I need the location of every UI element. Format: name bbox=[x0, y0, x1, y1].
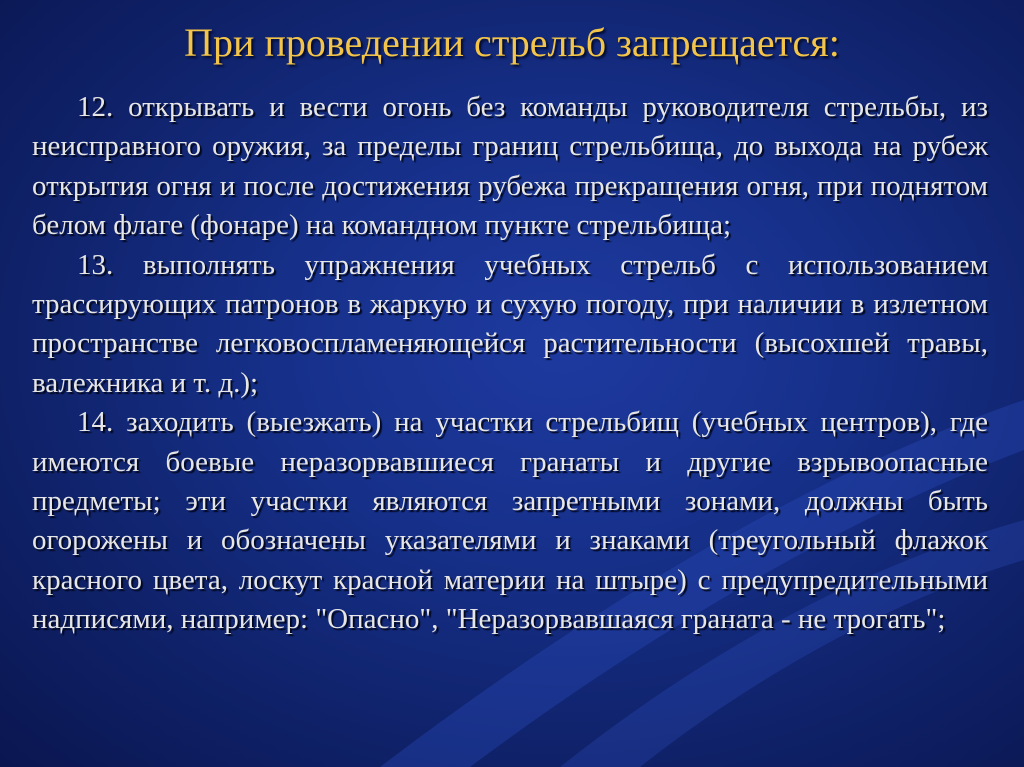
slide-title: При проведении стрельб запрещается: bbox=[184, 20, 840, 65]
rule-item-12: 12. открывать и вести огонь без команды руководителя стрельбы, из неисправного оружия, за пределы границ стрельбища, до выхода на рубеж открытия огня и после достижения рубежа прекращения огня, при поднятом белом флаге (фонаре) на командном пункте стрельбища; bbox=[32, 91, 988, 242]
rule-item-14: 14. заходить (выезжать) на участки стрельбищ (учебных центров), где имеются боевые неразорвавшиеся гранаты и другие взрывоопасные предметы; эти участки являются запретными зонами, должны быть огорожены и обозначены указателями и знаками (треугольный флажок красного цвета, лоскут красной материи на штыре) с предупредительными надписями, например: "Опасно", "Неразорвавшаяся граната - не трогать"; bbox=[32, 406, 988, 636]
rule-item-13: 13. выполнять упражнения учебных стрельб с использованием трассирующих патронов в жаркую и сухую погоду, при наличии в излетном пространстве легковоспламеняющейся растительности (высохшей травы, валежника и т. д.); bbox=[32, 248, 988, 399]
slide-body bbox=[32, 88, 988, 640]
